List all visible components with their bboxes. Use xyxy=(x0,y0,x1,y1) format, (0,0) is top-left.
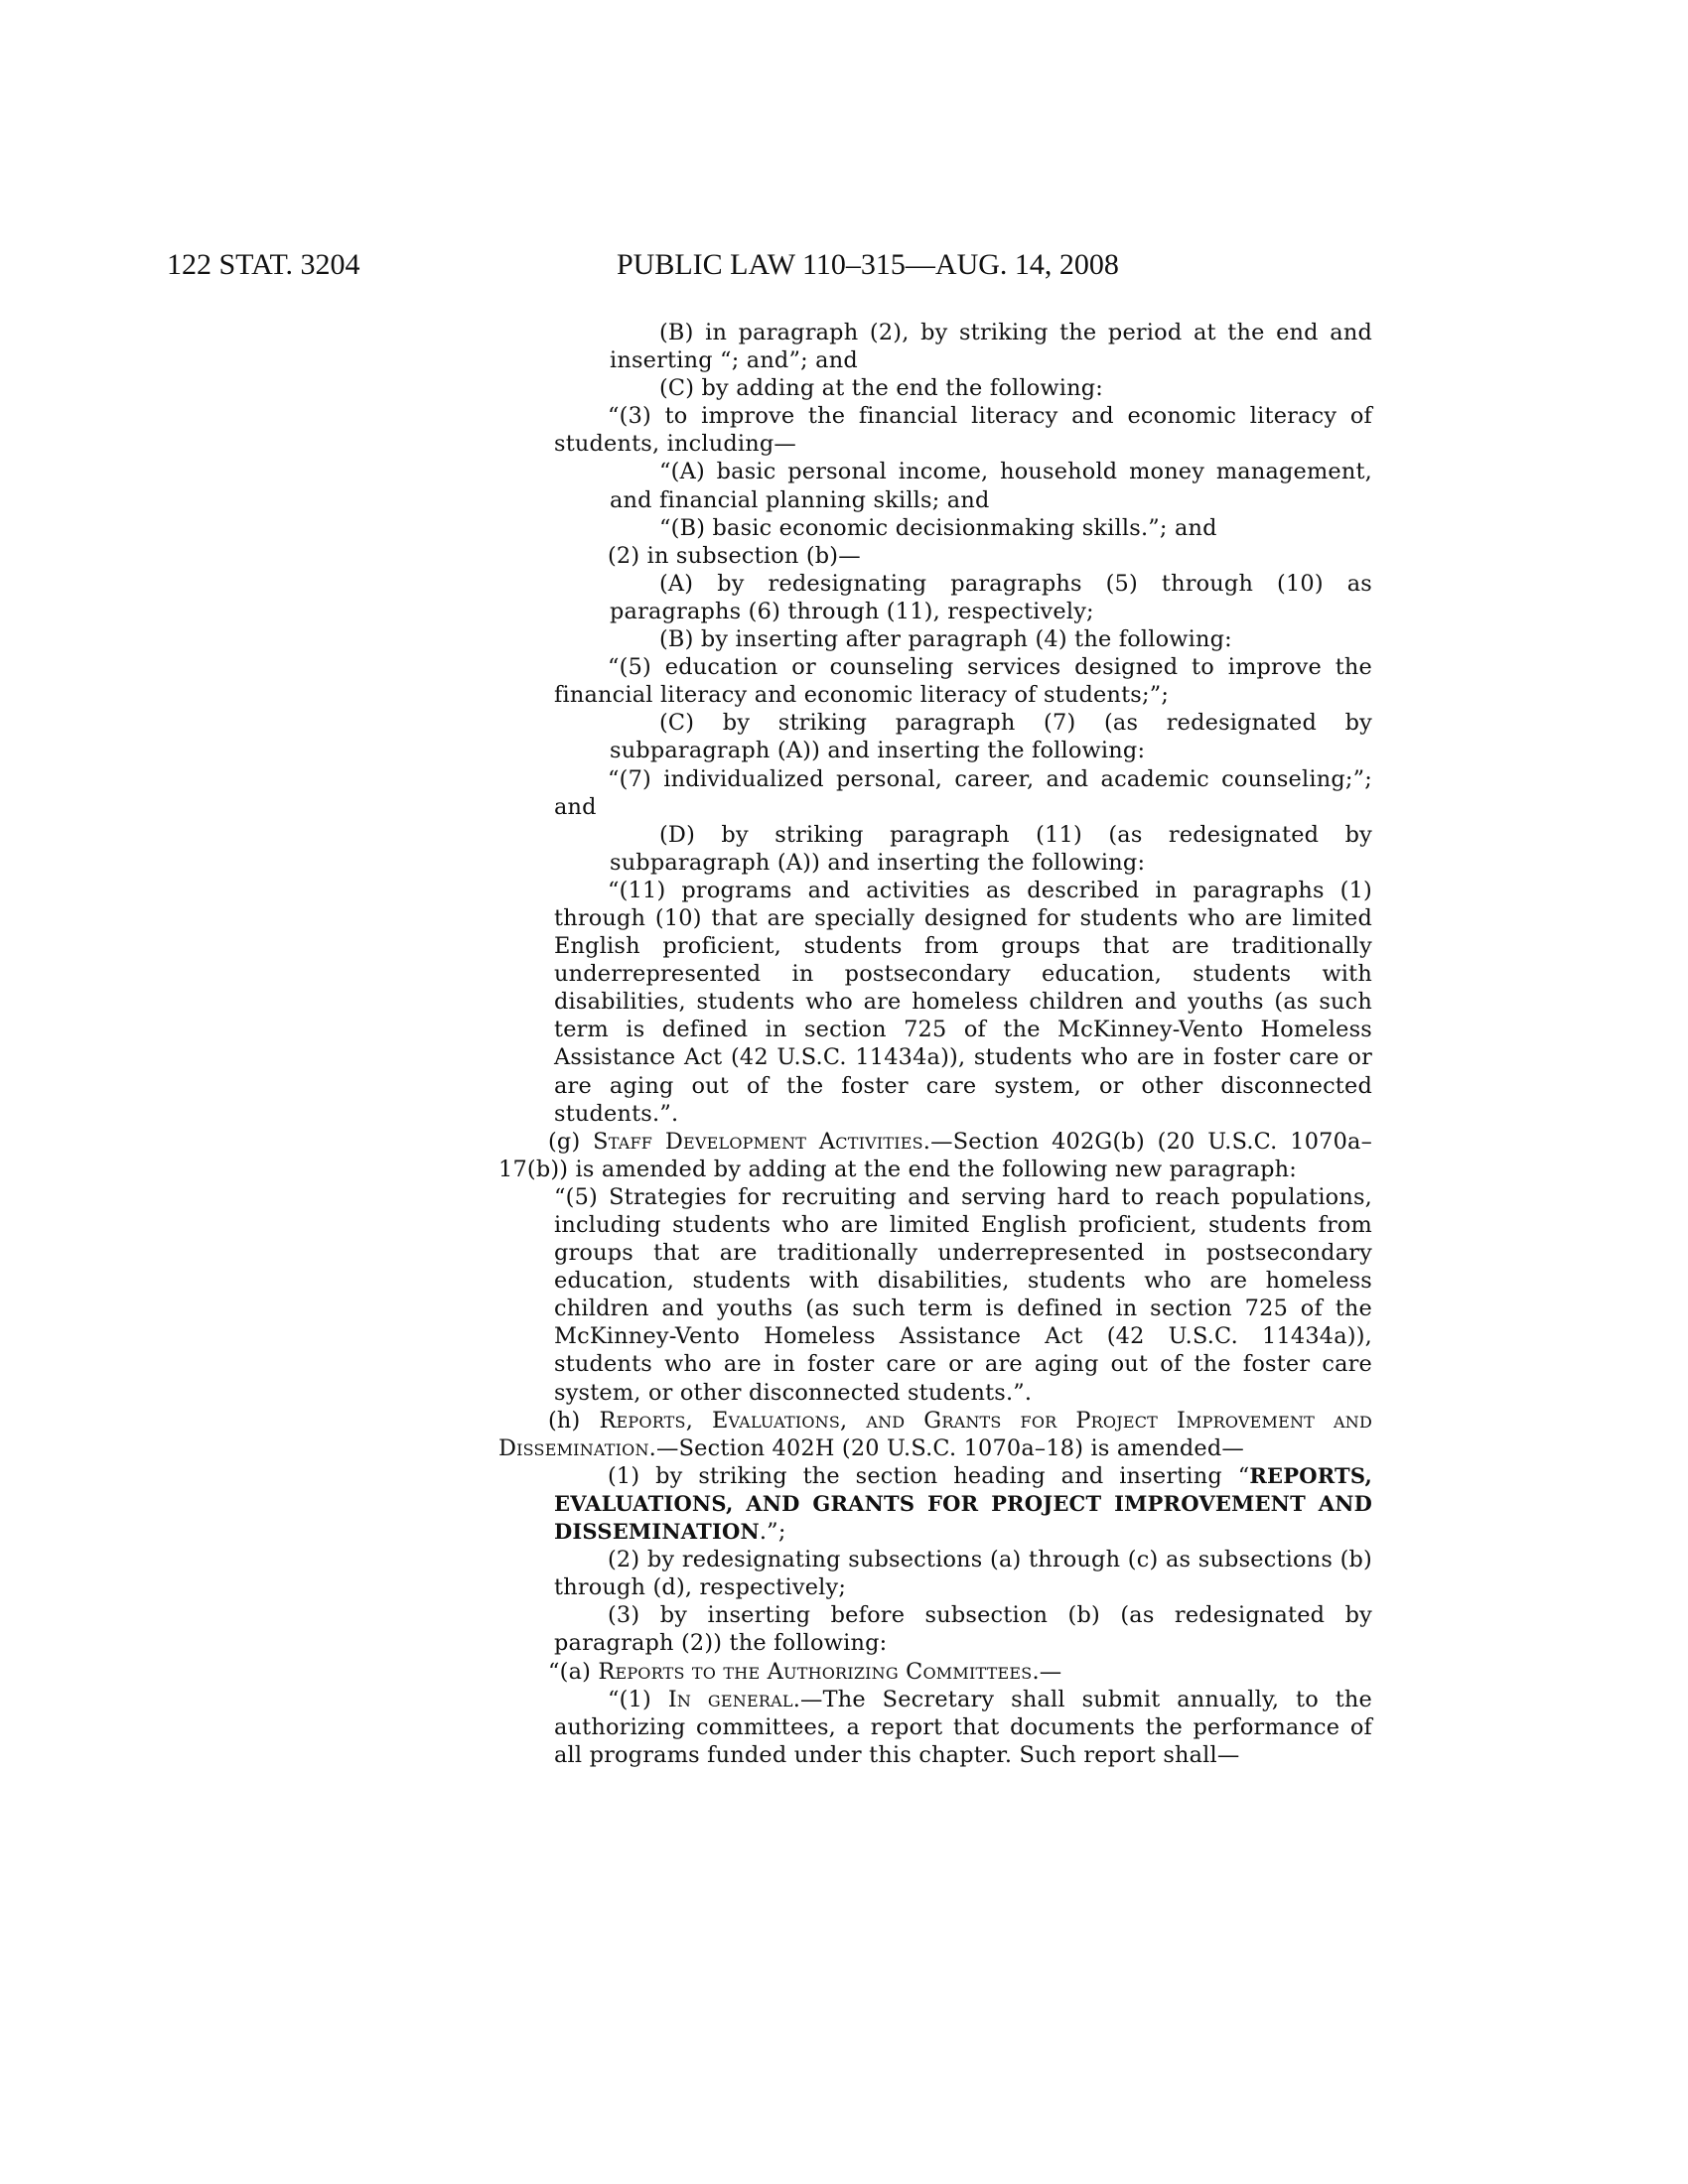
paragraph-text: — xyxy=(1039,1658,1062,1685)
paragraph-text: “(a) xyxy=(548,1658,599,1685)
paragraph: “(11) programs and activities as described in paragraphs (1) through (10) that are specially designed for students who are limited English proficient, students from groups that are traditionally underrepresented in postsecondary education, students with disabilities, students who are homeless children and youths (as such term is defined in section 725 of the McKinney-Vento Homeless Assistance Act (42 U.S.C. 11434a)), students who are in foster care or are aging out of the foster care system, or other disconnected students.”. xyxy=(554,877,1372,1127)
paragraph: “(A) basic personal income, household money management, and financial planning skills; and xyxy=(610,459,1372,513)
bold-heading: REPORTS, EVALUATIONS, AND GRANTS FOR PROJECT IMPROVEMENT AND DISSEMINATION xyxy=(554,1462,1372,1545)
subsection-label: (h) xyxy=(548,1407,600,1433)
paragraph: (B) by inserting after paragraph (4) the following: xyxy=(659,626,1232,653)
subsection-g xyxy=(498,1128,1372,1183)
subsection-heading: Reports to the Authorizing Committees. xyxy=(598,1658,1040,1685)
subsection-heading: Staff Development Activities. xyxy=(593,1128,931,1155)
paragraph: “(5) Strategies for recruiting and serving hard to reach populations, including students who are limited English proficient, students from groups that are traditionally underrepresented in postsecondary education, students with disabilities, students who are homeless children and youths (as such term is defined in section 725 of the McKinney-Vento Homeless Assistance Act (42 U.S.C. 11434a)), students who are in foster care or are aging out of the foster care system, or other disconnected students.”. xyxy=(554,1183,1372,1406)
page-header xyxy=(167,248,1372,288)
subsection-heading: Reports, Evaluations, and Grants for Project Improvement and Dissemination. xyxy=(498,1407,1372,1461)
paragraph-text: “(1) xyxy=(608,1686,668,1712)
paragraph-text: —The Secretary shall submit annually, to the authorizing committees, a report that documents the performance of all programs funded under this chapter. Such report shall— xyxy=(554,1686,1372,1768)
paragraph xyxy=(498,1658,1372,1686)
paragraph: “(7) individualized personal, career, and academic counseling;”; and xyxy=(554,765,1372,820)
paragraph: (B) in paragraph (2), by striking the period at the end and inserting “; and”; and xyxy=(610,320,1372,374)
public-law-title: PUBLIC LAW 110–315—AUG. 14, 2008 xyxy=(617,248,1119,281)
subsection-text: —Section 402H (20 U.S.C. 1070a–18) is amended— xyxy=(656,1434,1244,1461)
paragraph: (D) by striking paragraph (11) (as redesignated by subparagraph (A)) and inserting the following: xyxy=(610,821,1372,876)
paragraph: “(5) education or counseling services designed to improve the financial literacy and economic literacy of students;”; xyxy=(554,654,1372,709)
paragraph: (3) by inserting before subsection (b) (as redesignated by paragraph (2)) the following: xyxy=(554,1602,1372,1657)
document-body xyxy=(498,319,1372,1769)
paragraph: (A) by redesignating paragraphs (5) through (10) as paragraphs (6) through (11), respectively; xyxy=(610,570,1372,624)
statute-page-number: 122 STAT. 3204 xyxy=(167,248,360,281)
subsection-label: (g) xyxy=(548,1128,594,1155)
paragraph: (2) in subsection (b)— xyxy=(608,542,861,569)
paragraph-text: (1) by striking the section heading and inserting “ xyxy=(608,1462,1250,1489)
paragraph: “(B) basic economic decisionmaking skills.”; and xyxy=(659,514,1217,541)
paragraph-text: .”; xyxy=(759,1519,786,1546)
subsection-h xyxy=(498,1407,1372,1462)
paragraph: (C) by striking paragraph (7) (as redesignated by subparagraph (A)) and inserting the following: xyxy=(610,710,1372,764)
subsection-text: —Section 402G(b) (20 U.S.C. 1070a–17(b)) is amended by adding at the end the following new paragraph: xyxy=(498,1128,1372,1182)
subsection-heading: In general. xyxy=(667,1686,801,1712)
paragraph: “(3) to improve the financial literacy and economic literacy of students, including— xyxy=(554,403,1372,458)
paragraph xyxy=(498,1686,1372,1769)
paragraph: (C) by adding at the end the following: xyxy=(659,375,1104,402)
paragraph xyxy=(498,1462,1372,1546)
paragraph: (2) by redesignating subsections (a) through (c) as subsections (b) through (d), respectively; xyxy=(554,1547,1372,1601)
